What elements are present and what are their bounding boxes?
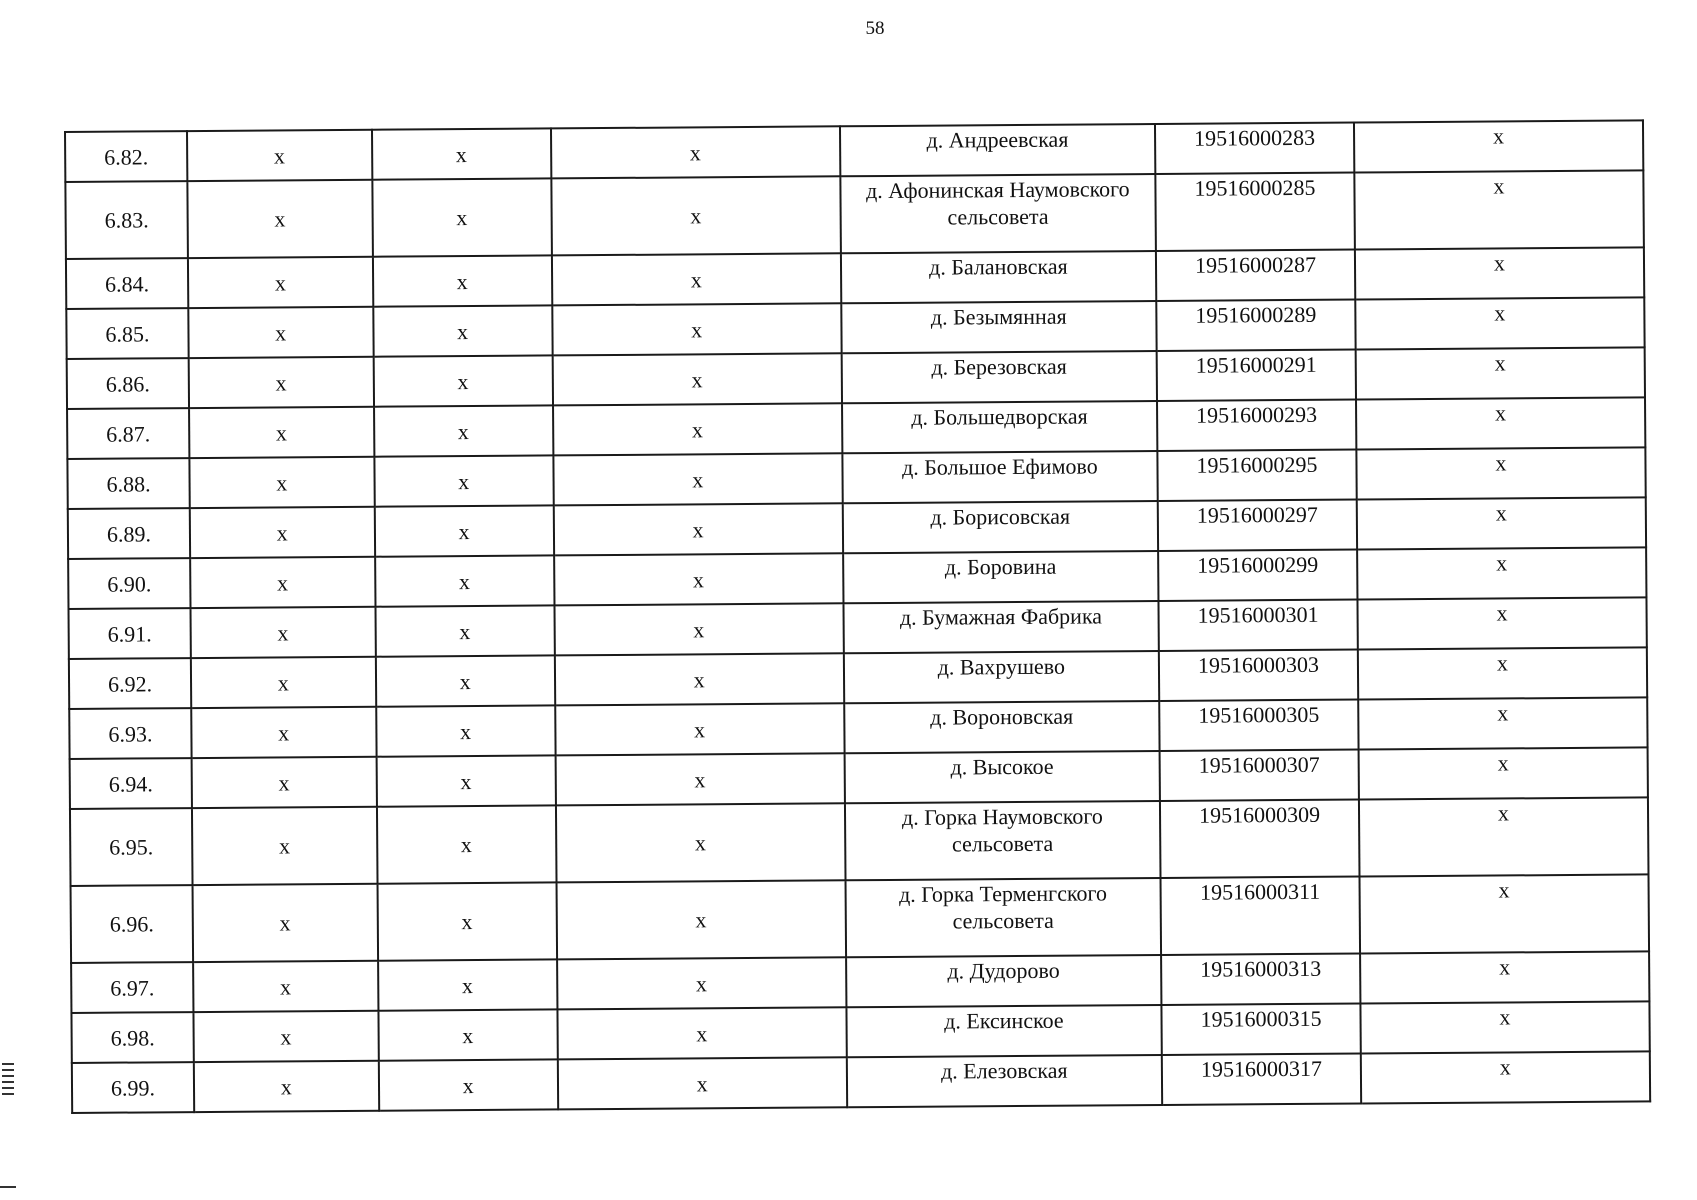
mark-cell: x	[1359, 747, 1648, 799]
row-number-cell: 6.92.	[69, 658, 191, 709]
settlement-name-cell: д. Дудорово	[846, 955, 1162, 1007]
settlement-name-cell: д. Высокое	[844, 751, 1160, 803]
mark-cell: x	[552, 253, 841, 305]
settlement-name-cell: д. Большедворская	[842, 401, 1158, 453]
mark-cell: x	[1356, 447, 1645, 499]
row-number-cell: 6.96.	[71, 885, 194, 963]
oktmo-code-cell: 19516000297	[1158, 500, 1357, 551]
settlement-name-cell: д. Вороновская	[844, 701, 1160, 753]
oktmo-code-cell: 19516000307	[1160, 750, 1359, 801]
mark-cell: x	[372, 178, 552, 256]
oktmo-code-cell: 19516000301	[1159, 600, 1358, 651]
mark-cell: x	[553, 453, 842, 505]
mark-cell: x	[190, 607, 375, 658]
mark-cell: x	[551, 176, 841, 255]
mark-cell: x	[376, 755, 555, 806]
settlement-name-cell: д. Борисовская	[842, 501, 1158, 553]
settlement-name-cell: д. Боровина	[843, 551, 1159, 603]
mark-cell: x	[552, 353, 841, 405]
mark-cell: x	[554, 553, 843, 605]
oktmo-code-cell: 19516000283	[1155, 123, 1354, 174]
mark-cell: x	[375, 605, 554, 656]
oktmo-code-cell: 19516000305	[1159, 700, 1358, 751]
row-number-cell: 6.90.	[68, 558, 190, 609]
mark-cell: x	[187, 180, 372, 258]
mark-cell: x	[187, 130, 372, 181]
scan-margin-marks	[2, 1063, 14, 1099]
settlement-name-cell: д. Горка Терменгского сельсовета	[845, 878, 1161, 957]
mark-cell: x	[1360, 1001, 1649, 1053]
mark-cell: x	[1357, 547, 1646, 599]
mark-cell: x	[191, 707, 376, 758]
settlement-name-cell: д. Вахрушево	[844, 651, 1160, 703]
mark-cell: x	[189, 457, 374, 508]
settlement-name-cell: д. Ексинское	[846, 1005, 1162, 1057]
mark-cell: x	[555, 753, 844, 805]
settlement-name-cell: д. Афонинская Наумовского сельсовета	[840, 174, 1156, 253]
row-number-cell: 6.91.	[69, 608, 191, 659]
row-number-cell: 6.97.	[71, 962, 193, 1013]
mark-cell: x	[373, 305, 552, 356]
mark-cell: x	[193, 961, 378, 1012]
row-number-cell: 6.95.	[70, 808, 193, 886]
settlement-name-cell: д. Березовская	[841, 351, 1157, 403]
mark-cell: x	[378, 1059, 557, 1110]
oktmo-code-cell: 19516000295	[1157, 450, 1356, 501]
mark-cell: x	[1361, 1051, 1650, 1103]
mark-cell: x	[557, 957, 846, 1009]
settlement-name-cell: д. Андреевская	[840, 124, 1156, 176]
oktmo-code-cell: 19516000289	[1156, 300, 1355, 351]
mark-cell: x	[555, 703, 844, 755]
oktmo-code-cell: 19516000313	[1161, 954, 1360, 1005]
mark-cell: x	[374, 505, 553, 556]
mark-cell: x	[374, 405, 553, 456]
oktmo-code-cell: 19516000287	[1156, 250, 1355, 301]
mark-cell: x	[1356, 397, 1645, 449]
table-row	[72, 1051, 1650, 1113]
mark-cell: x	[1356, 347, 1645, 399]
mark-cell: x	[375, 555, 554, 606]
row-number-cell: 6.84.	[66, 258, 188, 309]
settlement-name-cell: д. Бумажная Фабрика	[843, 601, 1159, 653]
oktmo-code-cell: 19516000315	[1161, 1004, 1360, 1055]
settlement-name-cell: д. Елезовская	[846, 1055, 1162, 1107]
mark-cell: x	[1354, 120, 1643, 172]
mark-cell: x	[553, 503, 842, 555]
mark-cell: x	[1355, 297, 1644, 349]
oktmo-code-cell: 19516000317	[1162, 1054, 1361, 1105]
mark-cell: x	[552, 303, 841, 355]
settlement-name-cell: д. Безымянная	[841, 301, 1157, 353]
scan-margin-line	[0, 1186, 16, 1188]
mark-cell: x	[190, 557, 375, 608]
mark-cell: x	[193, 1011, 378, 1062]
mark-cell: x	[188, 257, 373, 308]
row-number-cell: 6.99.	[72, 1062, 194, 1113]
settlement-name-cell: д. Горка Наумовского сельсовета	[845, 801, 1161, 880]
mark-cell: x	[1355, 247, 1644, 299]
mark-cell: x	[555, 653, 844, 705]
mark-cell: x	[378, 1009, 557, 1060]
table-body	[65, 120, 1650, 1113]
mark-cell: x	[192, 807, 377, 885]
table-row	[71, 874, 1650, 963]
mark-cell: x	[190, 507, 375, 558]
oktmo-code-cell: 19516000311	[1161, 877, 1360, 955]
mark-cell: x	[373, 255, 552, 306]
mark-cell: x	[1354, 170, 1644, 249]
oktmo-code-cell: 19516000285	[1155, 173, 1354, 251]
mark-cell: x	[553, 403, 842, 455]
mark-cell: x	[1357, 597, 1646, 649]
mark-cell: x	[194, 1061, 379, 1112]
row-number-cell: 6.94.	[70, 758, 192, 809]
row-number-cell: 6.83.	[65, 181, 188, 259]
row-number-cell: 6.82.	[65, 131, 187, 182]
mark-cell: x	[1358, 697, 1647, 749]
mark-cell: x	[378, 959, 557, 1010]
row-number-cell: 6.87.	[67, 408, 189, 459]
row-number-cell: 6.85.	[66, 308, 188, 359]
oktmo-code-cell: 19516000293	[1157, 400, 1356, 451]
mark-cell: x	[189, 407, 374, 458]
mark-cell: x	[192, 884, 377, 962]
mark-cell: x	[557, 1007, 846, 1059]
table-row	[65, 170, 1644, 259]
row-number-cell: 6.89.	[68, 508, 190, 559]
table-row	[70, 797, 1649, 886]
mark-cell: x	[1359, 797, 1649, 876]
mark-cell: x	[374, 455, 553, 506]
mark-cell: x	[1358, 647, 1647, 699]
settlement-name-cell: д. Большое Ефимово	[842, 451, 1158, 503]
mark-cell: x	[372, 128, 551, 179]
row-number-cell: 6.98.	[71, 1012, 193, 1063]
settlement-name-cell: д. Балановская	[841, 251, 1157, 303]
row-number-cell: 6.93.	[69, 708, 191, 759]
mark-cell: x	[558, 1057, 847, 1109]
mark-cell: x	[376, 705, 555, 756]
mark-cell: x	[188, 307, 373, 358]
oktmo-code-cell: 19516000309	[1160, 800, 1359, 878]
oktmo-code-cell: 19516000299	[1158, 550, 1357, 601]
mark-cell: x	[191, 657, 376, 708]
mark-cell: x	[1357, 497, 1646, 549]
oktmo-code-cell: 19516000291	[1157, 350, 1356, 401]
mark-cell: x	[373, 355, 552, 406]
page-number: 58	[865, 18, 885, 39]
oktmo-code-cell: 19516000303	[1159, 650, 1358, 701]
registry-table-wrap	[64, 119, 1651, 1114]
mark-cell: x	[556, 880, 846, 959]
mark-cell: x	[554, 603, 843, 655]
mark-cell: x	[377, 805, 557, 883]
mark-cell: x	[1359, 874, 1649, 953]
mark-cell: x	[375, 655, 554, 706]
row-number-cell: 6.88.	[67, 458, 189, 509]
mark-cell: x	[551, 126, 840, 178]
mark-cell: x	[556, 803, 846, 882]
mark-cell: x	[192, 757, 377, 808]
mark-cell: x	[1360, 951, 1649, 1003]
row-number-cell: 6.86.	[67, 358, 189, 409]
registry-table	[64, 119, 1651, 1114]
mark-cell: x	[189, 357, 374, 408]
mark-cell: x	[377, 882, 557, 960]
